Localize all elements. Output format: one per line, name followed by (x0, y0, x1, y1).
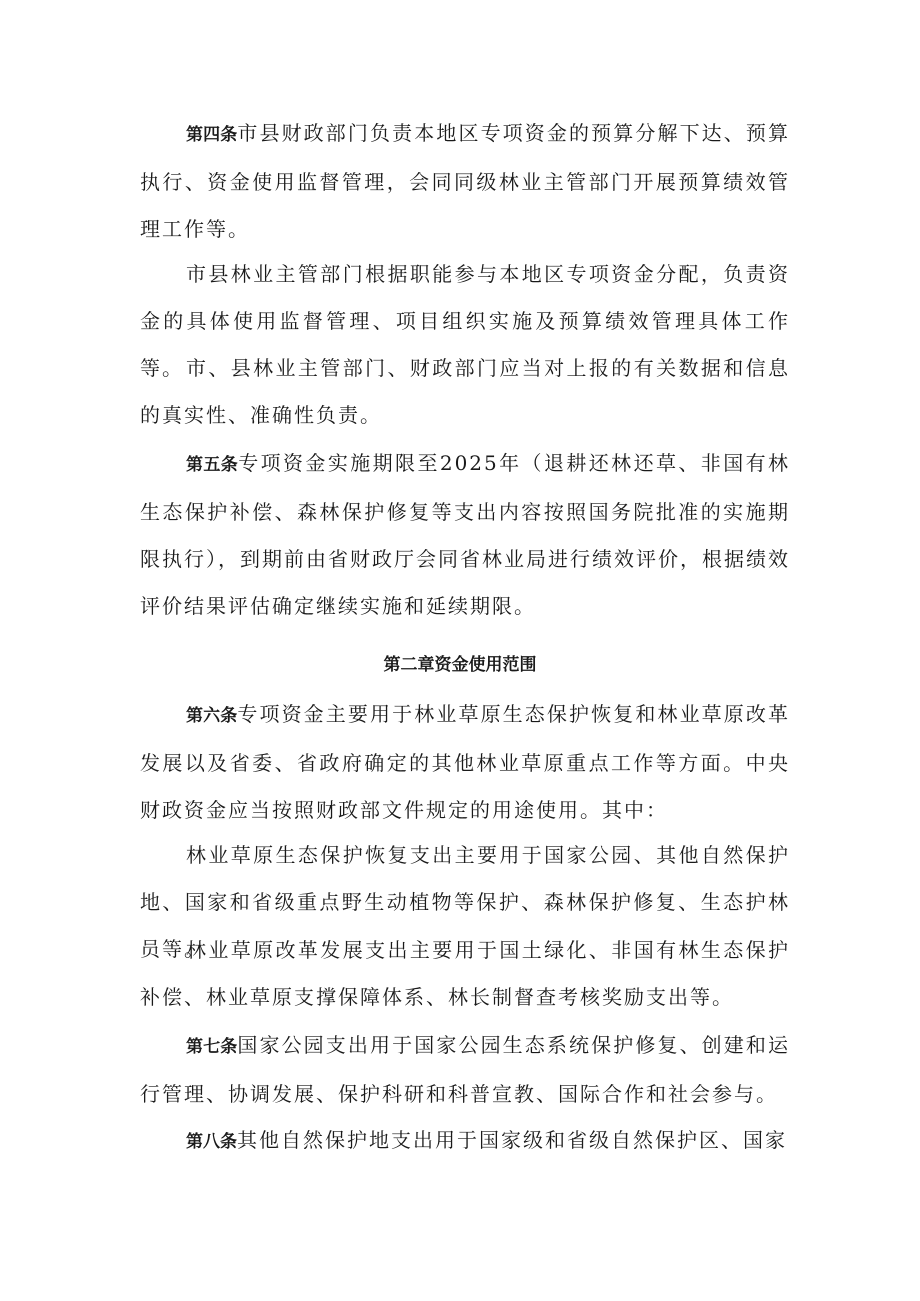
paragraph-article-7 (140, 1022, 790, 1118)
paragraph-text: 林业草原改革发展支出主要用于国土绿化、非国有林生态保护补偿、林业草原支撑保障体系、林长制督查考核奖励支出等。 (140, 938, 790, 1009)
paragraph-text: 市县财政部门负责本地区专项资金的预算分解下达、预算执行、资金使用监督管理，会同同级林业主管部门开展预算绩效管理工作等。 (140, 121, 791, 241)
article-number: 第五条 (186, 455, 239, 475)
paragraph-text: 国家公园支出用于国家公园生态系统保护修复、创建和运行管理、协调发展、保护科研和科普宣教、国际合作和社会参与。 (140, 1033, 791, 1106)
paragraph-article-8 (140, 1117, 790, 1166)
article-number: 第四条 (186, 125, 238, 145)
paragraph-text: 专项资金实施期限至2025年（退耕还林还草、非国有林生态保护补偿、森林保护修复等支出内容按照国务院批准的实施期限执行），到期前由省财政厅会同省林业局进行绩效评价，根据绩效评价结果评估确定继续实施和延续期限。 (140, 451, 790, 618)
paragraph-data-responsibility (140, 345, 790, 439)
article-number: 第七条 (186, 1037, 238, 1057)
article-number: 第六条 (186, 706, 238, 726)
paragraph-text: 专项资金主要用于林业草原生态保护恢复和林业草原改革发展以及省委、省政府确定的其他林业草原重点工作等方面。中央财政资金应当按照财政部文件规定的用途使用。其中： (140, 702, 791, 822)
paragraph-text: 市、县林业主管部门、财政部门应当对上报的有关数据和信息的真实性、准确性负责。 (140, 356, 790, 427)
paragraph-article-6 (140, 691, 790, 834)
paragraph-article-5 (140, 440, 790, 630)
paragraph-text: 其他自然保护地支出用于国家级和省级自然保护区、国家 (237, 1128, 787, 1152)
chapter-heading: 第二章资金使用范围 (383, 655, 537, 675)
paragraph-text: 市县林业主管部门根据职能参与本地区专项资金分配，负责资金的具体使用监督管理、项目组织实施及预算绩效管理具体工作等。 (140, 262, 790, 380)
paragraph-text: 林业草原生态保护恢复支出主要用于国家公园、其他自然保护地、国家和省级重点野生动植物等保护、森林保护修复、生态护林员等。 (140, 843, 790, 961)
paragraph-article-4 (140, 110, 790, 253)
paragraph-reform-development (140, 927, 790, 1021)
article-number: 第八条 (186, 1132, 237, 1152)
